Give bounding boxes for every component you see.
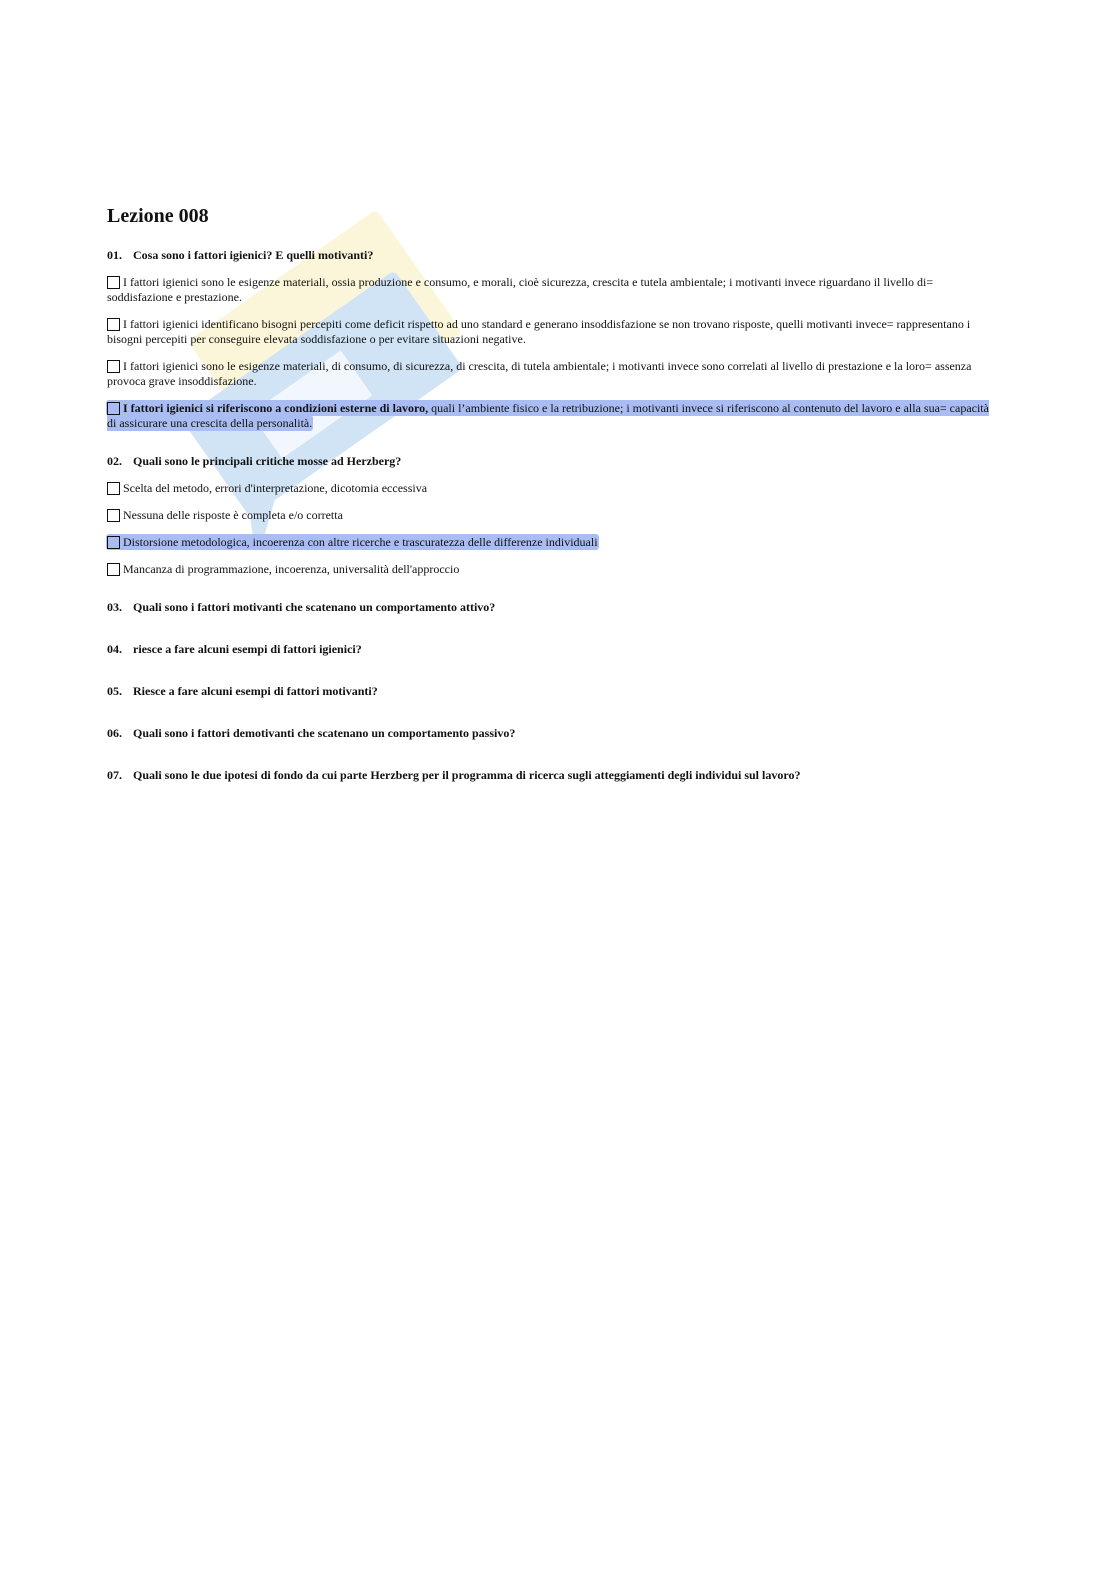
question-01: [107, 247, 997, 263]
answer-option: [107, 508, 997, 523]
answer-checkbox[interactable]: [107, 276, 120, 289]
answer-text: I fattori igienici sono le esigenze materiali, di consumo, di sicurezza, di crescita, di tutela ambientale; i motivanti invece sono correlati al livello di prestazione e la loro= assenza provoca grave insoddisfazione.: [107, 359, 972, 388]
answer-checkbox[interactable]: [107, 360, 120, 373]
question-07: [107, 767, 997, 783]
question-number: 02.: [107, 454, 122, 468]
answer-text-bold: I fattori igienici si riferiscono a condizioni esterne di lavoro,: [123, 401, 429, 415]
question-text: Quali sono i fattori demotivanti che scatenano un comportamento passivo?: [133, 726, 516, 740]
answer-checkbox[interactable]: [107, 509, 120, 522]
question-number: 04.: [107, 642, 122, 656]
answer-option: [107, 275, 997, 305]
answer-option: [107, 359, 997, 389]
answer-checkbox[interactable]: [107, 536, 120, 549]
question-05: [107, 683, 997, 699]
answer-text: quali l’ambiente fisico e la retribuzione; i motivanti invece si riferiscono al contenuto del lavoro e alla sua= capacità di assicurare una crescita della personalità.: [107, 401, 989, 430]
answer-option: [107, 562, 997, 577]
question-text: Riesce a fare alcuni esempi di fattori motivanti?: [133, 684, 378, 698]
answer-text: Scelta del metodo, errori d'interpretazione, dicotomia eccessiva: [123, 481, 428, 495]
answer-checkbox[interactable]: [107, 402, 120, 415]
question-text: Quali sono le due ipotesi di fondo da cui parte Herzberg per il programma di ricerca sugli atteggiamenti degli individui sul lavoro?: [133, 768, 801, 782]
answer-checkbox[interactable]: [107, 318, 120, 331]
question-04: [107, 641, 997, 657]
question-number: 05.: [107, 684, 122, 698]
answer-text: Nessuna delle risposte è completa e/o corretta: [123, 508, 343, 522]
answer-text: I fattori igienici sono le esigenze materiali, ossia produzione e consumo, e morali, cioè sicurezza, crescita e tutela ambientale; i motivanti invece riguardano il livello di= soddisfazione e prestazione.: [107, 275, 934, 304]
answer-list-01: [107, 275, 997, 431]
question-number: 03.: [107, 600, 122, 614]
question-text: Quali sono i fattori motivanti che scatenano un comportamento attivo?: [133, 600, 496, 614]
question-number: 06.: [107, 726, 122, 740]
answer-checkbox[interactable]: [107, 563, 120, 576]
lesson-content: [107, 203, 997, 809]
question-text: Quali sono le principali critiche mosse ad Herzberg?: [133, 454, 402, 468]
question-text: riesce a fare alcuni esempi di fattori igienici?: [133, 642, 362, 656]
question-number: 01.: [107, 248, 122, 262]
answer-option: [107, 481, 997, 496]
question-text: Cosa sono i fattori igienici? E quelli motivanti?: [133, 248, 374, 262]
answer-list-02: [107, 481, 997, 577]
question-02: [107, 453, 997, 469]
lesson-title: Lezione 008: [107, 205, 209, 227]
answer-option-selected: [107, 535, 997, 550]
question-number: 07.: [107, 768, 122, 782]
answer-text: Distorsione metodologica, incoerenza con altre ricerche e trascuratezza delle differenze individuali: [123, 535, 598, 549]
question-06: [107, 725, 997, 741]
question-03: [107, 599, 997, 615]
answer-checkbox[interactable]: [107, 482, 120, 495]
answer-option: [107, 317, 997, 347]
answer-text: I fattori igienici identificano bisogni percepiti come deficit rispetto ad uno standard e generano insoddisfazione se non trovano risposte, quelli motivanti invece= rappresentano i bisogni percepiti per conseguire elevata soddisfazione o per evitare situazioni negative.: [107, 317, 971, 346]
answer-option-selected: [107, 401, 997, 431]
answer-text: Mancanza di programmazione, incoerenza, universalità dell'approccio: [123, 562, 460, 576]
